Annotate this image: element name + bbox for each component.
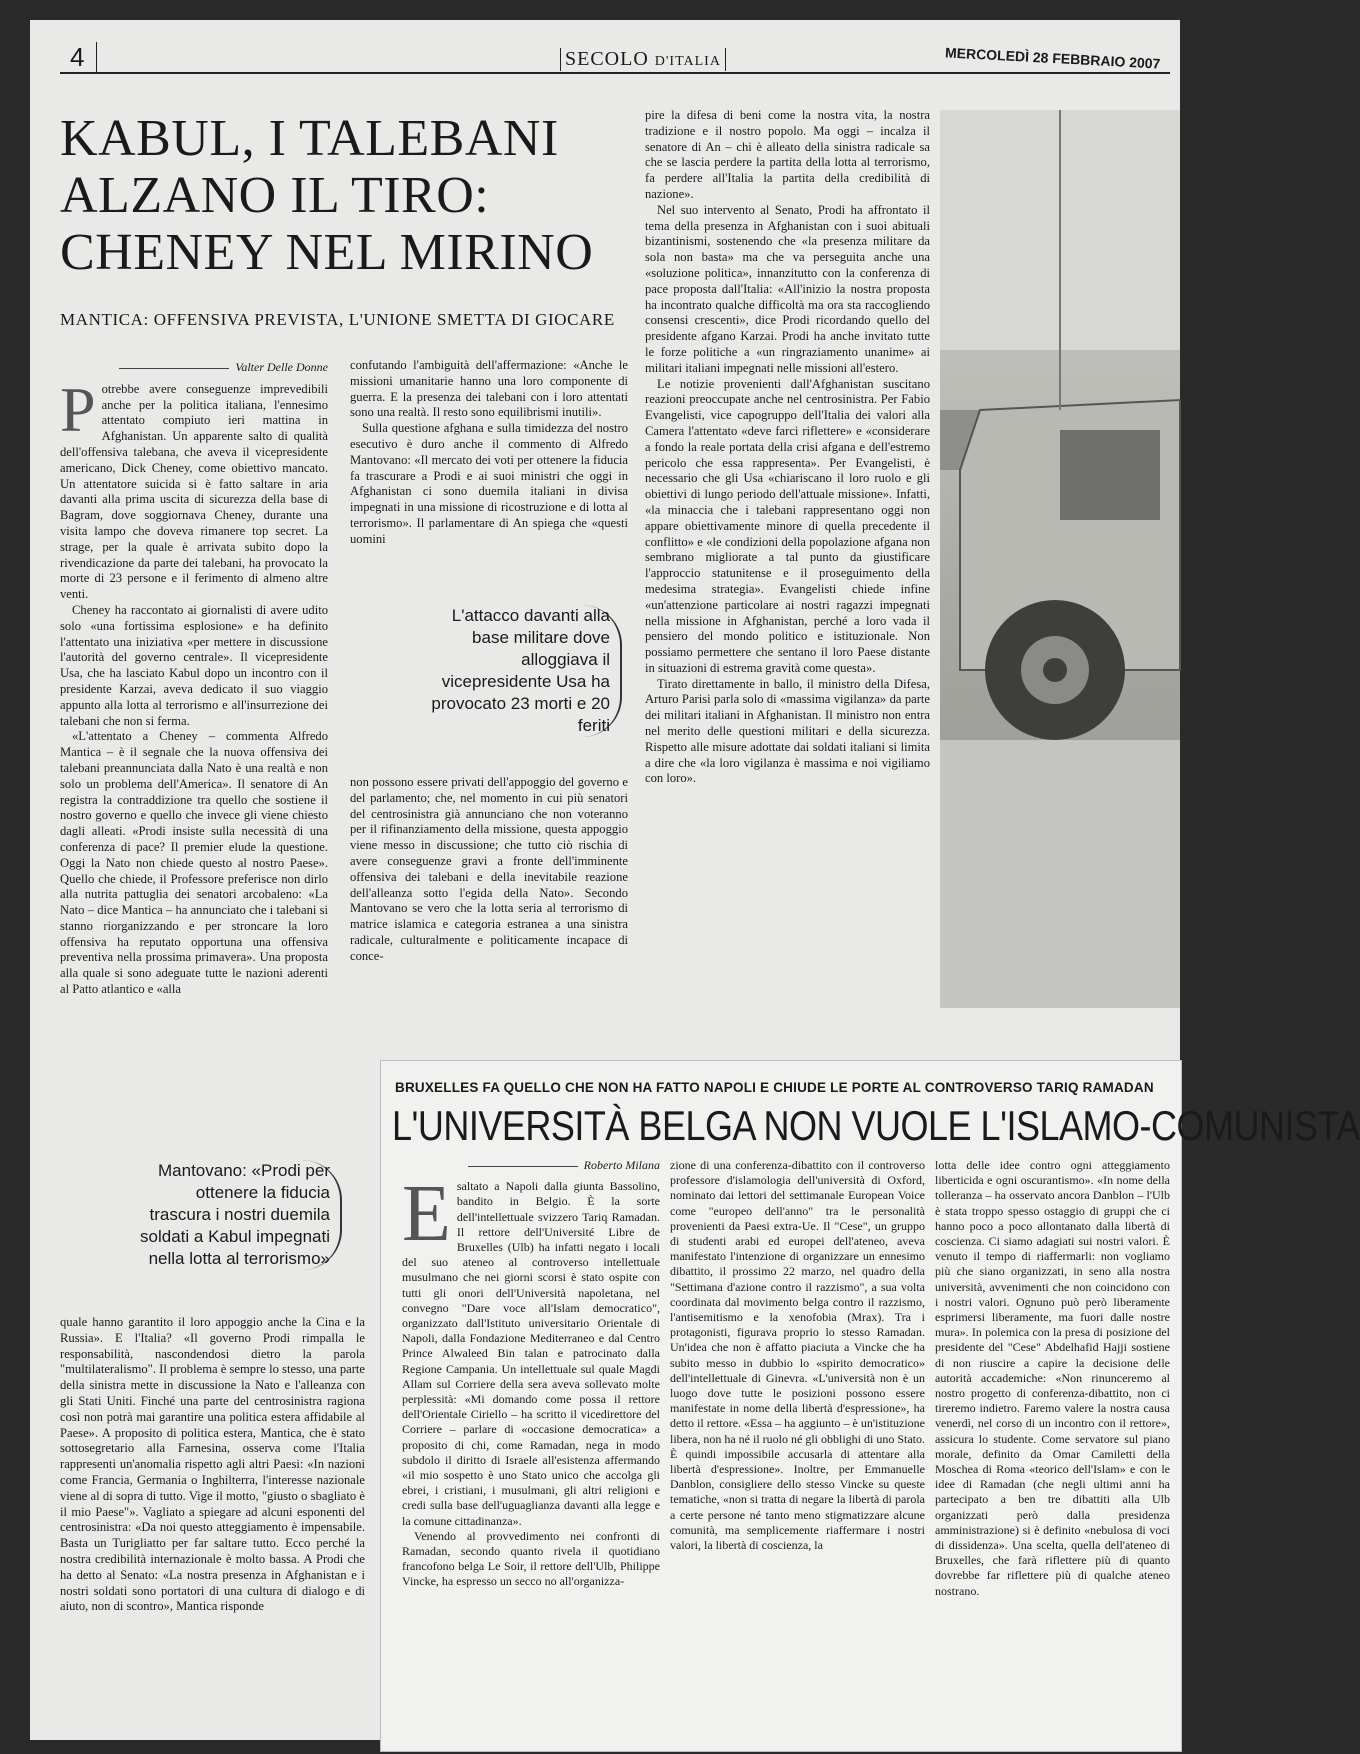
article-paragraph: non possono essere privati dell'appoggio del governo e del parlamento; che, nel momento in cui più senatori del centrosinistra già annunciano che non voteranno per il rifinanziamento della missione, questa appoggio viene messo in discussione; che tutto ciò rischia di avere conseguenze gravi a fronte dell'imminente offensiva dei talebani e della inevitabile reazione dell'alleanza sotto l'egida della Nato». Secondo Mantovano se vero che la lotta seria al terrorismo di matrice islamica e categoria estranea a una sinistra radicale, culturalmente e politicamente incapace di conce- bbox=[350, 775, 628, 963]
sidebar-paragraph: lotta delle idee contro ogni atteggiamento liberticida e ogni oscurantismo». «In nome della tolleranza – ha osservato ancora Danblon – l'Ulb è stata troppo spesso ostaggio di gruppi che ci hanno poco a poco allontanato dalla libertà di coscienza. Ci siamo adagiati sui nostri valori. È venuto il tempo di riaffermarli: non vogliamo più che siano organizzati, in seno alla nostra università, avvenimenti che non coincidono con i nostri valori. Ognuno può però liberamente esprimersi liberamente, ma fuori dalle nostre mura». In polemica con la presa di posizione del presidente del "Cese" Abdelhafid Hajji sostiene di non riuscire a capire la decisione delle autorità accademiche: «Non rinunceremo al nostro progetto di conferenza-dibattito, non ci tireremo indietro. Faremo valere la nostra causa venerdì, nel corso di un incontro con il rettore», assicura lo studente. Come servatore sul piano morale, definito da Omar Camiletti della Moschea di Roma «teorico dell'Islam» e con le idee di Ramadan (che negli ultimi anni ha partecipato a ben tre dibattiti alla Ulb organizzati però dalla presidenza amministrazione) si è definito «nebulosa di voci di dissidenza». Una scelta, quella dell'ateneo di Bruxelles, che farà riflettere più di quanto dovrebbe far riflettere più di qualche ateneo nostrano. bbox=[935, 1158, 1170, 1598]
military-vehicle-photo bbox=[940, 110, 1180, 1008]
sidebar-column-3 bbox=[935, 1158, 1170, 1599]
newspaper-page bbox=[30, 20, 1360, 1740]
masthead-title: SECOLO bbox=[565, 48, 649, 70]
article-paragraph: pire la difesa di beni come la nostra vita, la nostra tradizione e il nostro popolo. Ma oggi – incalza il senatore di An – chi è alleato della sinistra radicale sa che se lascia perdere la partita della lotta al terrorismo, fa perdere all'Italia la partita della credibilità di nazione». bbox=[645, 108, 930, 201]
article-paragraph: Nel suo intervento al Senato, Prodi ha affrontato il tema della presenza in Afghanistan con i suoi abituali bizantinismi, sostenendo che «la presenza militare da sola non basta» ma che va perseguita anche una «soluzione politica», innanzitutto con la conferenza di pace proposta dall'Italia: «All'inizio la nostra proposta ha incontrato qualche difficoltà ma ora sta raccogliendo consensi crescenti», dice Prodi ricordando quello del presidente afgano Karzai. Prodi ha anche invitato tutte le forze politiche a «un ringraziamento unanime» ai militari italiani impegnati nelle missioni all'estero. bbox=[645, 202, 930, 375]
sidebar-paragraph: Venendo al provvedimento nei confronti di Ramadan, secondo quanto rivela il quotidiano francofono belga Le Soir, il rettore dell'Ulb, Philippe Vincke, ha espresso un secco no all'organizza- bbox=[402, 1528, 660, 1589]
article-paragraph: quale hanno garantito il loro appoggio anche la Cina e la Russia». E l'Italia? «Il governo Prodi rimpalla le responsabilità, nascondendosi dietro la parola "multilateralismo". Il problema è sempre lo stesso, una parte della sinistra mette in discussione la Nato e l'alleanza con gli Stati Uniti. Finché una parte del centrosinistra ragiona così non potrà mai garantire una politica estera affidabile al Paese». A proposito di politica estera, Mantica, che è stato sottosegretario alla Farnesina, osserva come l'Italia rappresenti un'anomalia rispetto agli altri Paesi: «In nazioni come Francia, Germania o Inghilterra, l'interesse nazionale viene al di sopra di tutto. Vige il motto, "giusto o sbagliato è il mio Paese"». Vagliato a spiegare ad alcuni esponenti del centrosinistra: «Da noi questo atteggiamento è impensabile. Basta un Turigliatto per far saltare tutto. Ecco perché la nostra credibilità internazionale è molto bassa. A Prodi che ha detto al Senato: «La nostra presenza in Afghanistan e i nostri soldati sono portatori di una cultura di dialogo e di aiuto, non di scontro», Mantica risponde bbox=[60, 1315, 365, 1614]
sidebar-column-1 bbox=[402, 1158, 660, 1590]
article-paragraph: confutando l'ambiguità dell'affermazione: «Anche le missioni umanitarie hanno una loro componente di guerra. E la presenza dei talebani con i loro attentati sono una realtà. Il resto sono equilibrismi inutili». bbox=[350, 358, 628, 420]
humvee-illustration bbox=[940, 110, 1180, 1008]
sidebar-kicker: BRUXELLES FA QUELLO CHE NON HA FATTO NAPOLI E CHIUDE LE PORTE AL CONTROVERSO TARIQ RAMADAN bbox=[395, 1080, 1154, 1095]
article-column-2-continued bbox=[350, 775, 628, 965]
pull-quote-1: L'attacco davanti alla base militare dove alloggiava il vicepresidente Usa ha provocato 23 morti e 20 feriti bbox=[425, 605, 622, 737]
sidebar-headline: L'UNIVERSITÀ BELGA NON VUOLE L'ISLAMO-COMUNISTA bbox=[392, 1102, 1360, 1150]
main-subhead: MANTICA: OFFENSIVA PREVISTA, L'UNIONE SMETTA DI GIOCARE bbox=[60, 310, 615, 329]
page-number: 4 bbox=[70, 42, 97, 74]
article-column-1 bbox=[60, 360, 328, 998]
article-byline: Valter Delle Donne bbox=[60, 360, 328, 376]
sidebar-column-2 bbox=[670, 1158, 925, 1553]
article-column-1-continued bbox=[60, 1315, 365, 1615]
article-paragraph: «L'attentato a Cheney – commenta Alfredo Mantica – è il segnale che la nuova offensiva dei talebani preannunciata dalla Nato è una realtà e non solo un problema dell'America». Il senatore di An registra la contraddizione tra quello che sostiene il nostro governo e quello che invece gli viene chiesto dagli alleati. «Prodi insiste sulla necessità di una conferenza di pace? Il premier elude la questione. Oggi la Nato non chiede questo al nostro Paese». Quello che chiede, il Professore preferisce non dirlo alla nutrita pattuglia dei senatori arcobaleno: «La Nato – dice Mantica – ha annunciato che i talebani si stanno riorganizzando e per stroncare la loro offensiva ha reputato opportuna una offensiva preventiva nella prossima primavera». Una proposta alla quale si sono adeguate tutte le nazioni aderenti al Patto atlantico e «alla bbox=[60, 729, 328, 997]
issue-date: MERCOLEDÌ 28 FEBBRAIO 2007 bbox=[944, 44, 1161, 72]
article-column-3 bbox=[645, 108, 930, 787]
masthead bbox=[560, 48, 726, 71]
article-drop-cap: P bbox=[60, 373, 96, 445]
sidebar-drop-cap: E bbox=[402, 1170, 451, 1259]
sidebar-paragraph: saltato a Napoli dalla giunta Bassolino, bandito in Belgio. È la sorte dell'intellettuale svizzero Tariq Ramadan. Il rettore dell'Université Libre de Bruxelles (Ulb) ha infatti negato i locali del suo ateneo al controverso intellettuale musulmano che nei giorni scorsi è stato ospite con tutti gli onori dell'Università napoletana, nel convegno "Dare voce all'Islam democratico", organizzato dall'Istituto universitario Orientale di Napoli, dalla Fondazione Mediterraneo e dal Centro Prince Alwaleed Bin talan e patrocinato dalla Regione Campania. Un intellettuale sul quale Magdi Allam sul Corriere della sera aveva sollevato molte perplessità: «Mi domando come possa il rettore dell'Orientale Ciriello – ha scritto il vicedirettore del Corriere – parlare di «occasione democratica» a proposito di chi, come Ramadan, nega in modo subdolo il diritto di Israele all'esistenza affermando «il mio sospetto è uno Stato unico che accolga gli ebrei, i cristiani, i musulmani, gli altri religioni e credi sulla base dell'uguaglianza davanti alla legge e la comune cittadinanza». bbox=[402, 1179, 660, 1528]
article-column-2 bbox=[350, 358, 628, 548]
article-paragraph: Sulla questione afghana e sulla timidezza del nostro esecutivo è duro anche il commento di Alfredo Mantovano: «Il mercato dei voti per ottenere la fiducia fa trascurare a Prodi e ai suoi ministri che oggi in Afghanistan ci sono duemila italiani in divisa impegnati in una missione di ricostruzione e di lotta al terrorismo». Il parlamentare di An spiega che «questi uomini bbox=[350, 421, 628, 546]
sidebar-byline: Roberto Milana bbox=[402, 1158, 660, 1173]
article-paragraph: Le notizie provenienti dall'Afghanistan suscitano reazioni preoccupate anche nel centrosinistra. Per Fabio Evangelisti, vice capogruppo dell'Italia dei valori alla Camera l'attentato «deve farci riflettere» e «considerare a fondo la reale portata della crisi afgana e dell'estremo pericolo che essa rappresenta». Per Evangelisti, è necessario che gli Usa «chiariscano il loro ruolo e gli obiettivi di lungo periodo dell'attuale missione». Infatti, «la minaccia che i talebani rappresentano oggi non appare obiettivamente minore di quella precedente il conflitto» e «le condizioni della popolazione afgana non sembrano migliorate a tal punto da giustificare l'approccio statunitense e il proseguimento della medesima strategia». Evangelisti chiede infine «un'attenzione particolare ai nostri ragazzi impegnati nella missione in Afghanistan, perché a loro vada il pensiero del mondo politico e istituzionale. Non possiamo permettere che sentano il loro Paese distante in situazioni di estrema gravità come questa». bbox=[645, 376, 930, 675]
main-headline: KABUL, I TALEBANI ALZANO IL TIRO: CHENEY NEL MIRINO bbox=[60, 110, 594, 281]
sidebar-paragraph: zione di una conferenza-dibattito con il controverso professore d'islamologia dell'università di Oxford, nominato dai lettori del settimanale European Voice come "europeo dell'anno" tra le personalità provenienti da Paesi extra-Ue. Il "Cese", un gruppo di studenti arabi ed europei dell'ateneo, aveva manifestato l'intenzione di organizzare un ennesimo dibattito, il prossimo 22 marzo, nel quadro della "Settimana d'azione contro il razzismo", a sua volta coordinata dal movimento belga contro il razzismo, l'antisemitismo e la xenofobia (Mrax). Tra i protagonisti, figurava proprio lo stesso Ramadan. Un'idea che non è affatto piaciuta a Vincke che ha subito messo in dubbio lo «spirito democratico» dell'intellettuale di Ginevra. «L'università non è un luogo dove tutte le posizioni possono essere manifestate in nome della libertà d'espressione», ha detto il rettore. «Essa – ha aggiunto – è un'istituzione libera, non ha né il ruolo né gli obblighi di uno Stato. È quindi impossibile accusarla di attentare alla libertà d'espressione». Inoltre, per Emmanuelle Danblon, consigliere dello stesso Vincke su queste tematiche, «non si tratta di negare la libertà di parola a certe persone né tanto meno stigmatizzare alcune comunità, ma semplicemente riaffermare i nostri valori, la libertà di coscienza, la bbox=[670, 1158, 925, 1553]
pull-quote-2: Mantovano: «Prodi per ottenere la fiducia trascura i nostri duemila soldati a Kabul impegnati nella lotta al terrorismo» bbox=[140, 1160, 342, 1270]
article-paragraph: Cheney ha raccontato ai giornalisti di avere udito solo «una fortissima esplosione» e ha definito l'attentato una iniziativa «per mettere in discussione l'autorità del governo centrale». Il vicepresidente Usa, che ha lasciato Kabul dopo un incontro con il presidente Karzai, aveva dedicato il suo viaggio appunto alla lotta al terrorismo e all'insurrezione dei talebani che non si ferma. bbox=[60, 602, 328, 728]
masthead-suffix: D'ITALIA bbox=[654, 54, 721, 69]
header-rule bbox=[60, 72, 1170, 74]
article-paragraph: Tirato direttamente in ballo, il ministro della Difesa, Arturo Parisi parla solo di «massima vigilanza» da parte dei militari italiani in Afghanistan. Il ministro non entra nel merito delle questioni militari e della sicurezza. Rispetto alle misure adottate dai soldati italiani si limita a dire che «la loro vigilanza è massima e noi vigiliamo con loro». bbox=[645, 676, 930, 786]
article-paragraph: otrebbe avere conseguenze imprevedibili anche per la politica italiana, l'ennesimo attentato compiuto ieri mattina in Afghanistan. Un apparente salto di qualità dell'offensiva talebana, che aveva il vicepresidente americano, Dick Cheney, come obiettivo mancato. Un attentatore suicida si è fatto saltare in aria davanti alla prima uscita di sicurezza della base di Bagram, dove soggiornava Cheney, durante una visita lampo che doveva rimanere top secret. La strage, per la quale è arrivata subito dopo la rivendicazione da parte dei talebani, ha provocato la morte di 23 persone e il ferimento di almeno altre venti. bbox=[60, 381, 328, 602]
